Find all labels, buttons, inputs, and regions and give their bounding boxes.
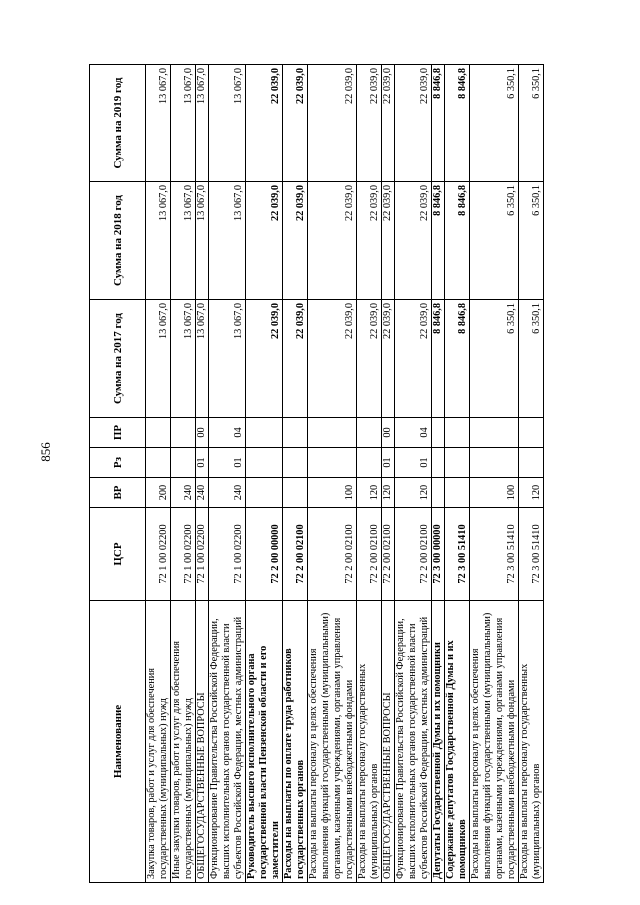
table-row (382, 65, 395, 883)
cell-csr: 72 1 00 02200 (171, 508, 196, 601)
cell-name: Содержание депутатов Государственной Думы и их помощников (445, 601, 470, 883)
cell-sum-2019: 6 350,1 (519, 65, 544, 182)
cell-rz (519, 448, 544, 478)
table-row (146, 65, 171, 883)
cell-name: Расходы на выплаты персоналу государственных (муниципальных) органов (357, 601, 382, 883)
cell-sum-2018: 22 039,0 (308, 182, 357, 300)
cell-csr: 72 2 00 02100 (357, 508, 382, 601)
cell-sum-2017: 22 039,0 (357, 300, 382, 418)
cell-rz (470, 448, 519, 478)
cell-csr: 72 3 00 00000 (432, 508, 445, 601)
cell-name: Функционирование Правительства Российской Федерации, высших исполнительных органов государственной власти субъектов Российской Федерации, местных администраций (395, 601, 432, 883)
cell-pr (246, 418, 283, 448)
cell-sum-2019: 13 067,0 (171, 65, 196, 182)
cell-sum-2017: 13 067,0 (146, 300, 171, 418)
cell-vr: 240 (171, 478, 196, 508)
cell-csr: 72 3 00 51410 (470, 508, 519, 601)
cell-sum-2019: 8 846,8 (432, 65, 445, 182)
cell-csr: 72 2 00 02100 (308, 508, 357, 601)
cell-name: Депутаты Государственной Думы и их помощники (432, 601, 445, 883)
cell-vr: 120 (382, 478, 395, 508)
cell-pr: 00 (196, 418, 209, 448)
cell-name: Расходы на выплаты по оплате труда работников государственных органов (283, 601, 308, 883)
cell-csr: 72 3 00 51410 (519, 508, 544, 601)
table-row (357, 65, 382, 883)
cell-sum-2018: 13 067,0 (171, 182, 196, 300)
header-sum-2018: Сумма на 2018 год (90, 182, 146, 300)
page-number-text: 856 (38, 442, 53, 462)
cell-vr: 120 (357, 478, 382, 508)
cell-rz: 01 (196, 448, 209, 478)
table-row (283, 65, 308, 883)
header-csr: ЦСР (90, 508, 146, 601)
header-vr: ВР (90, 478, 146, 508)
cell-name: Иные закупки товаров, работ и услуг для обеспечения государственных (муниципальных) нужд (171, 601, 196, 883)
cell-pr (445, 418, 470, 448)
cell-vr: 120 (395, 478, 432, 508)
cell-vr (445, 478, 470, 508)
table-row (196, 65, 209, 883)
cell-rz (246, 448, 283, 478)
cell-name: Функционирование Правительства Российской Федерации, высших исполнительных органов государственной власти субъектов Российской Федерации, местных администраций (209, 601, 246, 883)
cell-sum-2017: 22 039,0 (382, 300, 395, 418)
cell-vr (246, 478, 283, 508)
cell-name: ОБЩЕГОСУДАРСТВЕННЫЕ ВОПРОСЫ (196, 601, 209, 883)
cell-csr: 72 2 00 02100 (395, 508, 432, 601)
table-row (209, 65, 246, 883)
cell-csr: 72 1 00 02200 (146, 508, 171, 601)
cell-vr: 120 (519, 478, 544, 508)
cell-pr (171, 418, 196, 448)
cell-vr: 100 (470, 478, 519, 508)
cell-name: Расходы на выплаты персоналу в целях обеспечения выполнения функций государственными (муниципальными) органами, казенными учреждениями, органами управления государственными внебюджетными фондами (470, 601, 519, 883)
cell-pr (519, 418, 544, 448)
cell-sum-2017: 6 350,1 (470, 300, 519, 418)
cell-sum-2017: 8 846,8 (432, 300, 445, 418)
cell-pr: 00 (382, 418, 395, 448)
cell-name: ОБЩЕГОСУДАРСТВЕННЫЕ ВОПРОСЫ (382, 601, 395, 883)
cell-sum-2018: 22 039,0 (395, 182, 432, 300)
cell-sum-2018: 13 067,0 (196, 182, 209, 300)
cell-sum-2017: 22 039,0 (283, 300, 308, 418)
cell-sum-2019: 13 067,0 (146, 65, 171, 182)
cell-sum-2019: 22 039,0 (357, 65, 382, 182)
header-rz: Рз (90, 448, 146, 478)
cell-sum-2017: 8 846,8 (445, 300, 470, 418)
cell-pr (432, 418, 445, 448)
cell-sum-2017: 13 067,0 (196, 300, 209, 418)
cell-sum-2019: 22 039,0 (308, 65, 357, 182)
cell-rz: 01 (382, 448, 395, 478)
cell-sum-2018: 22 039,0 (357, 182, 382, 300)
cell-csr: 72 1 00 02200 (196, 508, 209, 601)
cell-sum-2018: 8 846,8 (445, 182, 470, 300)
cell-sum-2018: 13 067,0 (209, 182, 246, 300)
cell-sum-2019: 22 039,0 (382, 65, 395, 182)
cell-pr: 04 (209, 418, 246, 448)
table-row (470, 65, 519, 883)
cell-csr: 72 2 00 00000 (246, 508, 283, 601)
cell-sum-2018: 13 067,0 (146, 182, 171, 300)
cell-sum-2017: 22 039,0 (246, 300, 283, 418)
table-row (519, 65, 544, 883)
cell-vr: 240 (209, 478, 246, 508)
cell-pr (308, 418, 357, 448)
cell-sum-2017: 13 067,0 (171, 300, 196, 418)
cell-csr: 72 3 00 51410 (445, 508, 470, 601)
cell-sum-2019: 6 350,1 (470, 65, 519, 182)
cell-name: Руководитель высшего исполнительного органа государственной власти Пензенской области и его заместители (246, 601, 283, 883)
cell-rz: 01 (209, 448, 246, 478)
budget-table (89, 64, 544, 883)
table-row (445, 65, 470, 883)
cell-sum-2018: 22 039,0 (246, 182, 283, 300)
cell-sum-2018: 6 350,1 (470, 182, 519, 300)
cell-sum-2019: 13 067,0 (209, 65, 246, 182)
header-name: Наименование (90, 601, 146, 883)
cell-pr (470, 418, 519, 448)
cell-rz (308, 448, 357, 478)
cell-sum-2019: 22 039,0 (395, 65, 432, 182)
cell-csr: 72 2 00 02100 (283, 508, 308, 601)
cell-vr: 240 (196, 478, 209, 508)
cell-name: Закупка товаров, работ и услуг для обеспечения государственных (муниципальных) нужд (146, 601, 171, 883)
header-sum-2019: Сумма на 2019 год (90, 65, 146, 182)
cell-vr (283, 478, 308, 508)
cell-csr: 72 1 00 02200 (209, 508, 246, 601)
cell-sum-2019: 8 846,8 (445, 65, 470, 182)
cell-vr (432, 478, 445, 508)
cell-rz (445, 448, 470, 478)
cell-sum-2018: 22 039,0 (382, 182, 395, 300)
cell-name: Расходы на выплаты персоналу государственных (муниципальных) органов (519, 601, 544, 883)
cell-sum-2019: 22 039,0 (246, 65, 283, 182)
table-row (246, 65, 283, 883)
table-body (146, 65, 544, 883)
cell-name: Расходы на выплаты персоналу в целях обеспечения выполнения функций государственными (муниципальными) органами, казенными учреждениями, органами управления государственными внебюджетными фондами (308, 601, 357, 883)
cell-vr: 200 (146, 478, 171, 508)
table-row (432, 65, 445, 883)
cell-rz (283, 448, 308, 478)
header-sum-2017: Сумма на 2017 год (90, 300, 146, 418)
cell-rz (432, 448, 445, 478)
table-row (395, 65, 432, 883)
table-row (308, 65, 357, 883)
cell-pr (357, 418, 382, 448)
cell-sum-2017: 13 067,0 (209, 300, 246, 418)
cell-sum-2019: 13 067,0 (196, 65, 209, 182)
cell-sum-2019: 22 039,0 (283, 65, 308, 182)
cell-pr: 04 (395, 418, 432, 448)
cell-rz (146, 448, 171, 478)
cell-rz (357, 448, 382, 478)
cell-rz: 01 (395, 448, 432, 478)
cell-sum-2017: 22 039,0 (308, 300, 357, 418)
cell-csr: 72 2 00 02100 (382, 508, 395, 601)
cell-sum-2018: 8 846,8 (432, 182, 445, 300)
cell-sum-2018: 22 039,0 (283, 182, 308, 300)
cell-sum-2017: 22 039,0 (395, 300, 432, 418)
table-header-row (90, 65, 146, 883)
cell-sum-2018: 6 350,1 (519, 182, 544, 300)
cell-pr (283, 418, 308, 448)
cell-pr (146, 418, 171, 448)
cell-vr: 100 (308, 478, 357, 508)
cell-rz (171, 448, 196, 478)
table-row (171, 65, 196, 883)
header-pr: ПР (90, 418, 146, 448)
rotated-table-container (89, 65, 574, 883)
cell-sum-2017: 6 350,1 (519, 300, 544, 418)
